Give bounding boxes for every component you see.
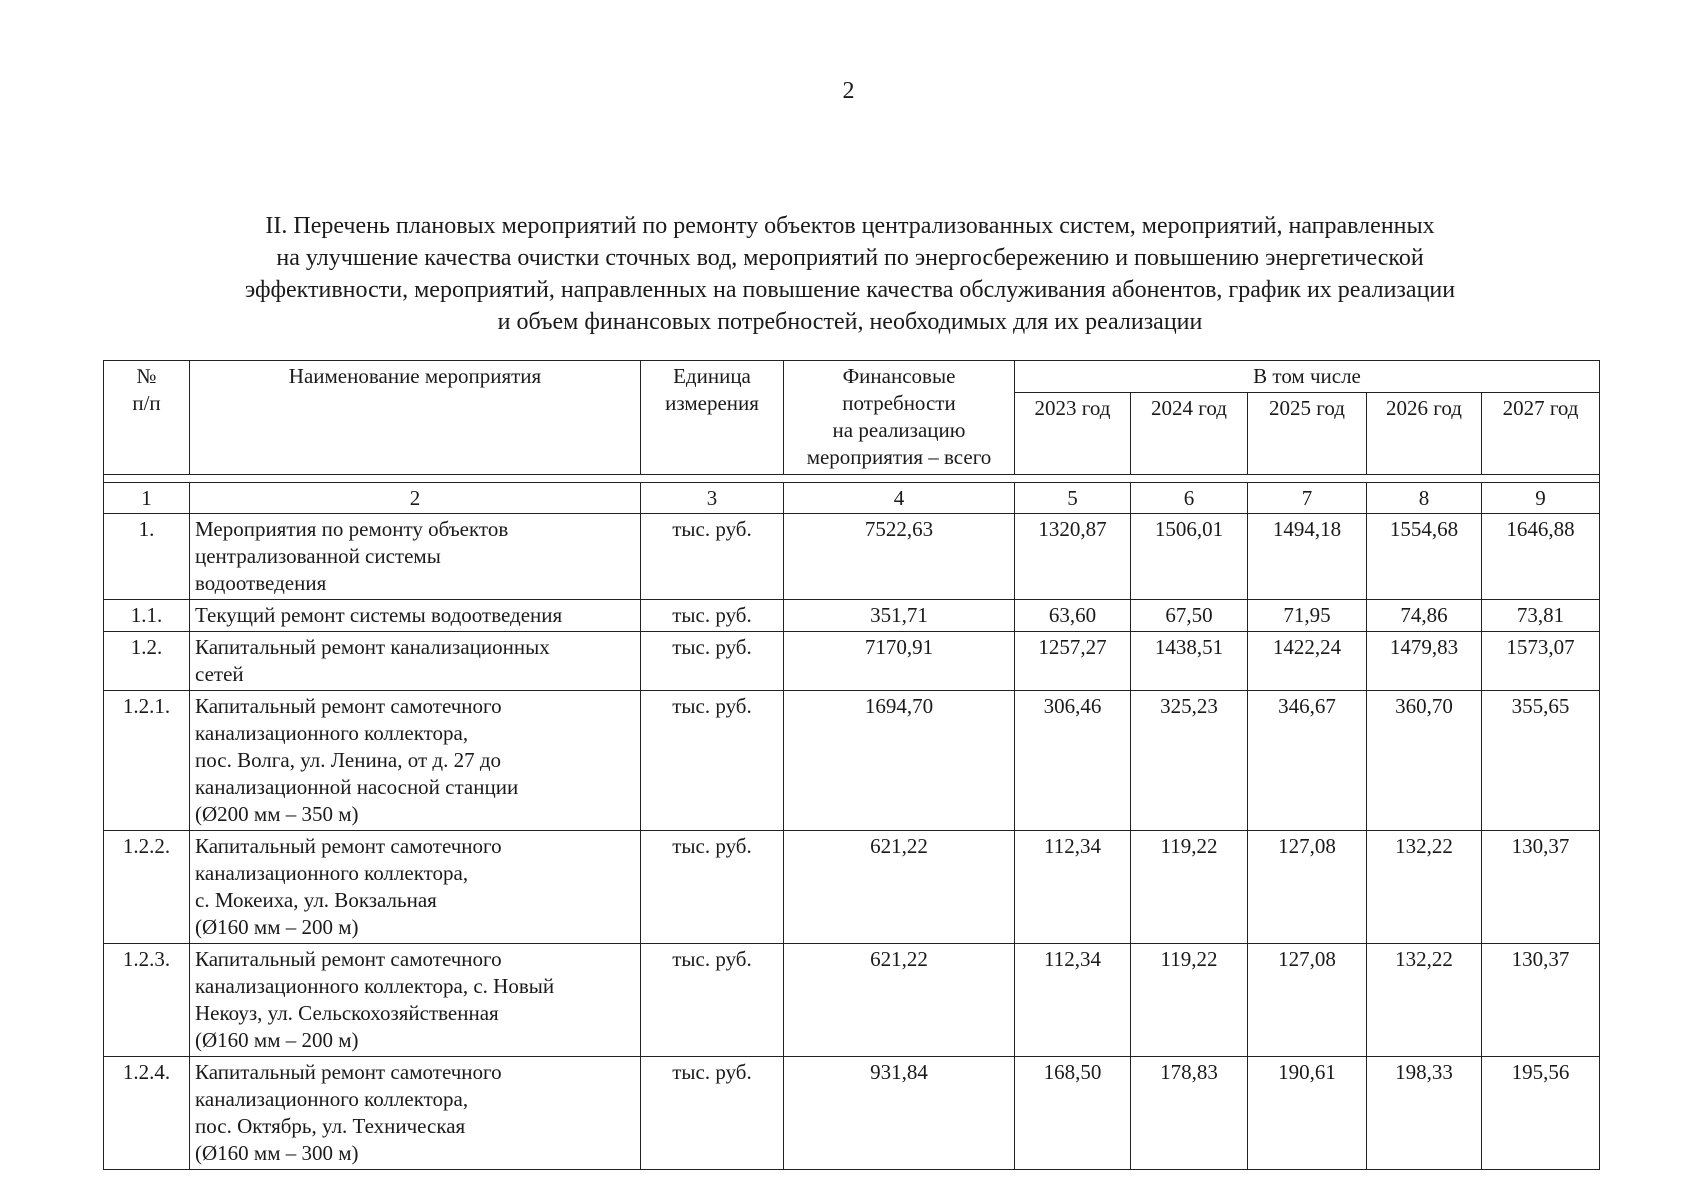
row-year-value: 71,95 xyxy=(1248,600,1367,632)
row-year-value: 67,50 xyxy=(1131,600,1248,632)
row-name-line: пос. Октябрь, ул. Техническая xyxy=(195,1114,466,1138)
row-year-value: 132,22 xyxy=(1367,944,1482,1057)
row-year-value: 1506,01 xyxy=(1131,514,1248,600)
header-year: 2027 год xyxy=(1482,393,1600,475)
table-row xyxy=(104,600,1600,632)
row-year-value: 1646,88 xyxy=(1482,514,1600,600)
column-numbers-row xyxy=(104,483,1600,514)
page-number: 2 xyxy=(842,78,855,104)
row-unit: тыс. руб. xyxy=(641,632,784,691)
row-year-value: 1438,51 xyxy=(1131,632,1248,691)
row-year-value: 1554,68 xyxy=(1367,514,1482,600)
row-name xyxy=(190,632,641,691)
row-name-line: пос. Волга, ул. Ленина, от д. 27 до xyxy=(195,748,502,772)
row-year-value: 195,56 xyxy=(1482,1057,1600,1170)
row-year-value: 1320,87 xyxy=(1015,514,1131,600)
row-number: 1.2. xyxy=(104,632,190,691)
row-name-line: с. Мокеиха, ул. Вокзальная xyxy=(195,888,437,912)
header-unit: Единица измерения xyxy=(641,361,784,475)
row-total: 621,22 xyxy=(784,831,1015,944)
title-line: и объем финансовых потребностей, необходимых для их реализации xyxy=(497,309,1203,335)
row-name xyxy=(190,600,641,632)
row-number: 1.1. xyxy=(104,600,190,632)
header-name: Наименование мероприятия xyxy=(190,361,641,475)
row-name-line: сетей xyxy=(195,662,244,686)
column-number: 9 xyxy=(1482,483,1600,514)
column-number: 6 xyxy=(1131,483,1248,514)
row-name-line: (Ø160 мм – 300 м) xyxy=(195,1141,359,1165)
row-year-value: 73,81 xyxy=(1482,600,1600,632)
header-year: 2026 год xyxy=(1367,393,1482,475)
table-header xyxy=(104,361,1600,514)
row-year-value: 130,37 xyxy=(1482,944,1600,1057)
row-name xyxy=(190,514,641,600)
row-unit: тыс. руб. xyxy=(641,944,784,1057)
row-total: 1694,70 xyxy=(784,691,1015,831)
row-name-line: Капитальный ремонт самотечного xyxy=(195,694,502,718)
row-name-line: канализационного коллектора, xyxy=(195,721,469,745)
table-row xyxy=(104,514,1600,600)
row-year-value: 119,22 xyxy=(1131,944,1248,1057)
row-name-line: водоотведения xyxy=(195,571,327,595)
row-year-value: 1257,27 xyxy=(1015,632,1131,691)
row-year-value: 1573,07 xyxy=(1482,632,1600,691)
header-total: Финансовые потребности на реализацию мероприятия – всего xyxy=(784,361,1015,475)
row-name-line: канализационной насосной станции xyxy=(195,775,519,799)
row-name-line: Капитальный ремонт самотечного xyxy=(195,834,502,858)
row-year-value: 190,61 xyxy=(1248,1057,1367,1170)
row-name-line: канализационного коллектора, с. Новый xyxy=(195,974,555,998)
row-total: 7522,63 xyxy=(784,514,1015,600)
row-name xyxy=(190,944,641,1057)
table-row xyxy=(104,1057,1600,1170)
table-body xyxy=(104,514,1600,1170)
row-year-value: 1422,24 xyxy=(1248,632,1367,691)
row-number: 1. xyxy=(104,514,190,600)
column-number: 8 xyxy=(1367,483,1482,514)
row-unit: тыс. руб. xyxy=(641,600,784,632)
header-year: 2023 год xyxy=(1015,393,1131,475)
row-year-value: 360,70 xyxy=(1367,691,1482,831)
row-year-value: 198,33 xyxy=(1367,1057,1482,1170)
row-name-line: Капитальный ремонт канализационных xyxy=(195,635,550,659)
row-total: 351,71 xyxy=(784,600,1015,632)
row-year-value: 112,34 xyxy=(1015,831,1131,944)
row-name-line: Мероприятия по ремонту объектов xyxy=(195,517,509,541)
row-name xyxy=(190,831,641,944)
row-year-value: 112,34 xyxy=(1015,944,1131,1057)
title-line: на улучшение качества очистки сточных вод, мероприятий по энергосбережению и повышению энергетической xyxy=(276,245,1424,271)
row-year-value: 1479,83 xyxy=(1367,632,1482,691)
row-name-line: Текущий ремонт системы водоотведения xyxy=(195,603,563,627)
table-row xyxy=(104,691,1600,831)
title-line: II. Перечень плановых мероприятий по ремонту объектов централизованных систем, мероприятий, направленных xyxy=(265,213,1435,239)
row-number: 1.2.1. xyxy=(104,691,190,831)
row-total: 7170,91 xyxy=(784,632,1015,691)
row-year-value: 168,50 xyxy=(1015,1057,1131,1170)
row-year-value: 74,86 xyxy=(1367,600,1482,632)
row-year-value: 325,23 xyxy=(1131,691,1248,831)
row-unit: тыс. руб. xyxy=(641,514,784,600)
row-name xyxy=(190,1057,641,1170)
row-name-line: канализационного коллектора, xyxy=(195,1087,469,1111)
header-number: № п/п xyxy=(104,361,190,475)
column-number: 3 xyxy=(641,483,784,514)
row-name-line: (Ø160 мм – 200 м) xyxy=(195,915,359,939)
row-year-value: 178,83 xyxy=(1131,1057,1248,1170)
header-year: 2024 год xyxy=(1131,393,1248,475)
row-name-line: Капитальный ремонт самотечного xyxy=(195,947,502,971)
activities-table xyxy=(103,360,1600,1170)
header-year: 2025 год xyxy=(1248,393,1367,475)
row-name-line: (Ø160 мм – 200 м) xyxy=(195,1028,359,1052)
row-number: 1.2.2. xyxy=(104,831,190,944)
row-year-value: 127,08 xyxy=(1248,831,1367,944)
row-year-value: 1494,18 xyxy=(1248,514,1367,600)
document-title xyxy=(110,210,1590,338)
row-year-value: 132,22 xyxy=(1367,831,1482,944)
header-divider xyxy=(104,475,1600,483)
row-number: 1.2.4. xyxy=(104,1057,190,1170)
row-number: 1.2.3. xyxy=(104,944,190,1057)
column-number: 7 xyxy=(1248,483,1367,514)
row-total: 931,84 xyxy=(784,1057,1015,1170)
column-number: 1 xyxy=(104,483,190,514)
row-unit: тыс. руб. xyxy=(641,1057,784,1170)
row-name-line: Капитальный ремонт самотечного xyxy=(195,1060,502,1084)
row-name-line: централизованной системы xyxy=(195,544,441,568)
title-line: эффективности, мероприятий, направленных на повышение качества обслуживания абонентов, график их реализации xyxy=(244,277,1456,303)
row-total: 621,22 xyxy=(784,944,1015,1057)
row-name-line: Некоуз, ул. Сельскохозяйственная xyxy=(195,1001,499,1025)
row-year-value: 346,67 xyxy=(1248,691,1367,831)
row-name-line: (Ø200 мм – 350 м) xyxy=(195,802,359,826)
column-number: 4 xyxy=(784,483,1015,514)
row-year-value: 130,37 xyxy=(1482,831,1600,944)
row-year-value: 119,22 xyxy=(1131,831,1248,944)
row-name xyxy=(190,691,641,831)
column-number: 5 xyxy=(1015,483,1131,514)
row-unit: тыс. руб. xyxy=(641,691,784,831)
header-including: В том числе xyxy=(1015,361,1600,393)
row-year-value: 63,60 xyxy=(1015,600,1131,632)
table-row xyxy=(104,831,1600,944)
row-name-line: канализационного коллектора, xyxy=(195,861,469,885)
row-year-value: 355,65 xyxy=(1482,691,1600,831)
row-unit: тыс. руб. xyxy=(641,831,784,944)
row-year-value: 306,46 xyxy=(1015,691,1131,831)
column-number: 2 xyxy=(190,483,641,514)
row-year-value: 127,08 xyxy=(1248,944,1367,1057)
table-row xyxy=(104,632,1600,691)
table-row xyxy=(104,944,1600,1057)
